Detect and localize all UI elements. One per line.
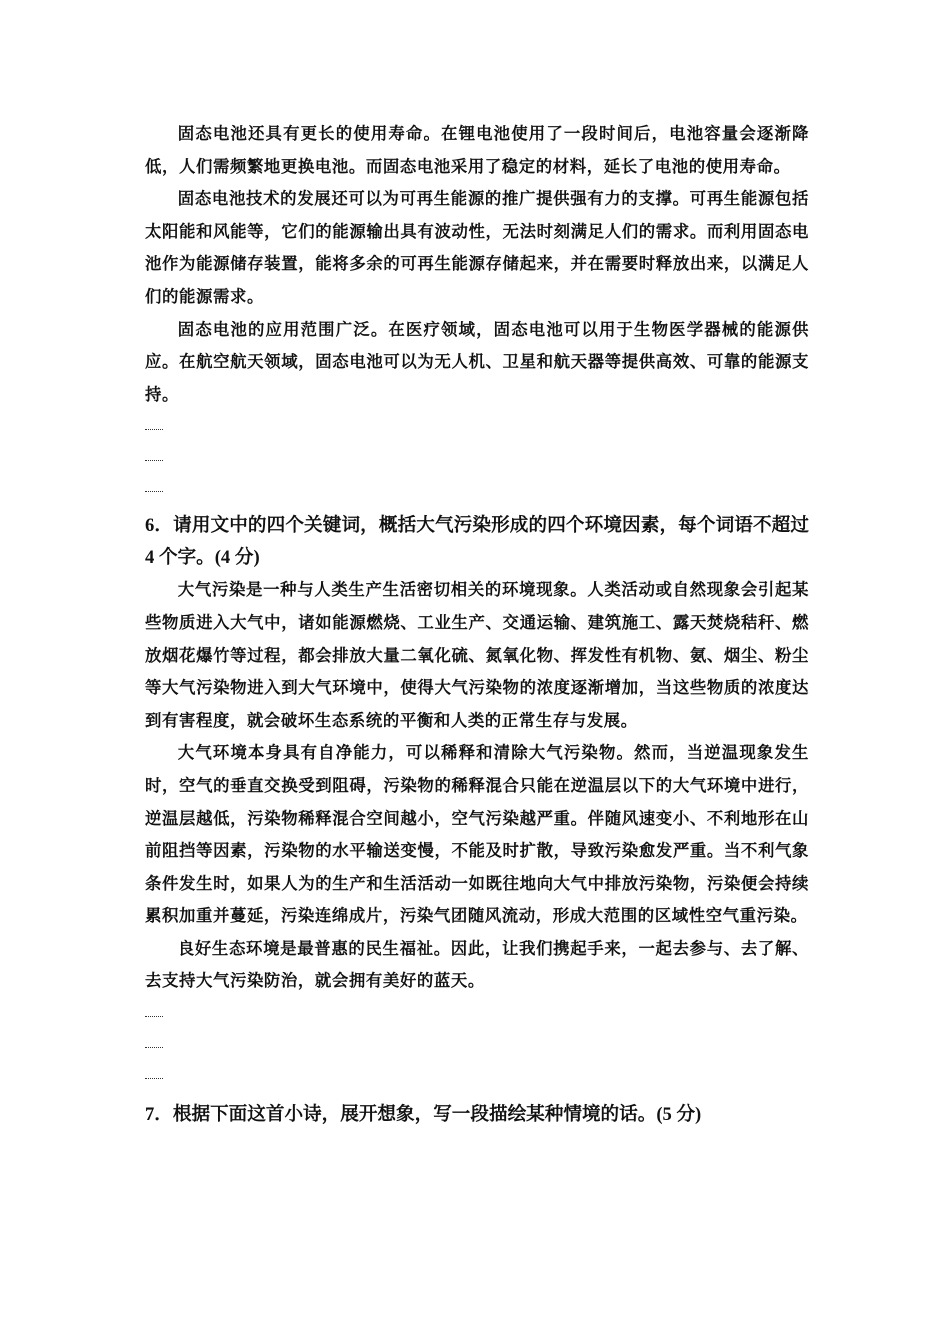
answer-line[interactable]: [145, 411, 809, 442]
answer-line[interactable]: [145, 1060, 809, 1091]
answer-line[interactable]: [145, 473, 809, 504]
answer-lines-6: [145, 998, 809, 1091]
paragraph: 大气环境本身具有自净能力，可以稀释和清除大气污染物。然而，当逆温现象发生时，空气的垂直交换受到阻碍，污染物的稀释混合只能在逆温层以下的大气环境中进行，逆温层越低，污染物稀释混合空间越小，空气污染越严重。伴随风速变小、不利地形在山前阻挡等因素，污染物的水平输送变慢，不能及时扩散，导致污染愈发严重。当不利气象条件发生时，如果人为的生产和生活活动一如既往地向大气中排放污染物，污染便会持续累积加重并蔓延，污染连绵成片，污染气团随风流动，形成大范围的区域性空气重污染。: [145, 743, 809, 926]
answer-line[interactable]: [145, 442, 809, 473]
answer-line[interactable]: [145, 998, 809, 1029]
paragraph: 固态电池的应用范围广泛。在医疗领域，固态电池可以用于生物医学器械的能源供应。在航空航天领域，固态电池可以为无人机、卫星和航天器等提供高效、可靠的能源支持。: [145, 319, 809, 404]
answer-line[interactable]: [145, 1029, 809, 1060]
paragraph: 大气污染是一种与人类生产生活密切相关的环境现象。人类活动或自然现象会引起某些物质进入大气中，诸如能源燃烧、工业生产、交通运输、建筑施工、露天焚烧秸秆、燃放烟花爆竹等过程，都会排放大量二氧化硫、氮氧化物、挥发性有机物、氨、烟尘、粉尘等大气污染物进入到大气环境中，使得大气污染物的浓度逐渐增加，当这些物质的浓度达到有害程度，就会破坏生态系统的平衡和人类的正常生存与发展。: [145, 580, 809, 730]
passage-solid-state-battery: [145, 118, 809, 411]
question-6: 6．请用文中的四个关键词，概括大气污染形成的四个环境因素，每个词语不超过 4 个字。(4 分): [145, 515, 809, 569]
paragraph: 良好生态环境是最普惠的民生福祉。因此，让我们携起手来，一起去参与、去了解、去支持大气污染防治，就会拥有美好的蓝天。: [145, 938, 809, 991]
question-7: 7．根据下面这首小诗，展开想象，写一段描绘某种情境的话。(5 分): [145, 1104, 702, 1126]
answer-lines-5: [145, 411, 809, 504]
document-content: [145, 118, 809, 1131]
passage-air-pollution: [145, 574, 809, 998]
paragraph: 固态电池还具有更长的使用寿命。在锂电池使用了一段时间后，电池容量会逐渐降低，人们需频繁地更换电池。而固态电池采用了稳定的材料，延长了电池的使用寿命。: [145, 124, 809, 176]
paragraph: 固态电池技术的发展还可以为可再生能源的推广提供强有力的支撑。可再生能源包括太阳能和风能等，它们的能源输出具有波动性，无法时刻满足人们的需求。而利用固态电池作为能源储存装置，能将多余的可再生能源存储起来，并在需要时释放出来，以满足人们的能源需求。: [145, 189, 809, 306]
